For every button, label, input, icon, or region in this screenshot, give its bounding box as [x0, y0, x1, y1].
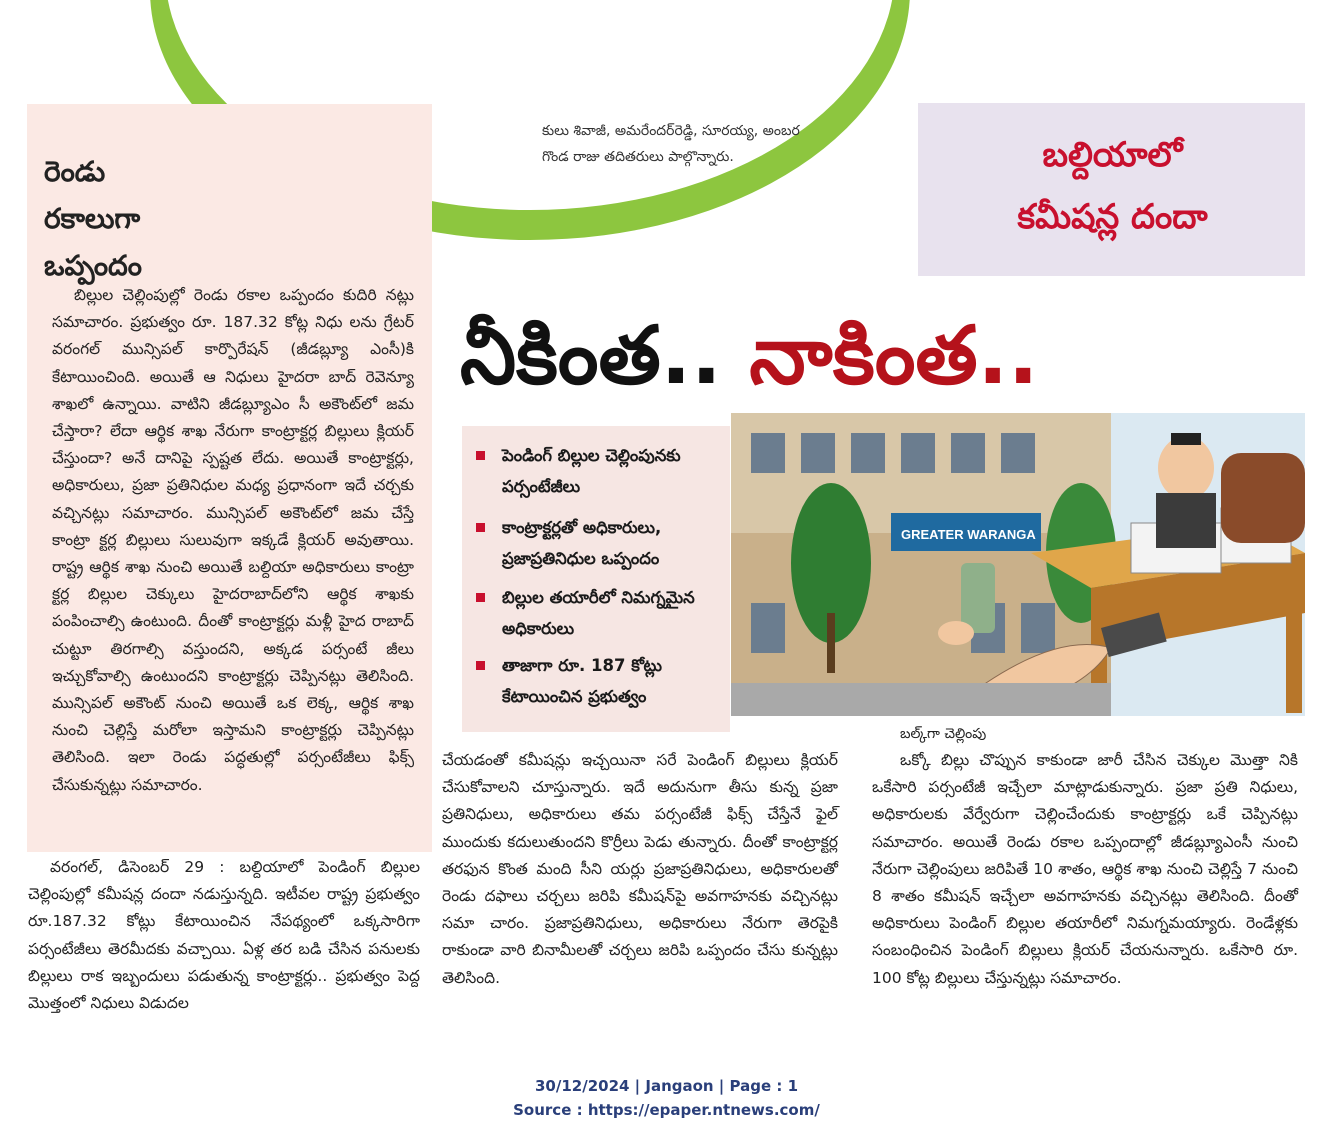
- office-cartoon-illustration: [731, 413, 1305, 716]
- bullet-square-icon: [476, 451, 485, 460]
- article-column-2: చేయడంతో కమీషన్లు ఇచ్చయినా సరే పెండింగ్ బిల్లులు క్లియర్ చేసుకోవాలని చూస్తున్నారు. ఇదే అదునుగా తీసు కున్న ప్రజా ప్రతినిధులు, అధికారులు తమ పర్సంటేజీ ఫిక్స్ చేస్తేనే ఫైల్ ముందుకు కదులుతుందని కొర్రీలు పెడు తున్నారు. దీంతో కాంట్రాక్టర్ల తరఫున కొంత మంది సీని యర్లు ప్రజాప్రతినిధులు, అధికారులతో రెండు దఫాలు చర్చలు జరిపి కమీషన్‌పై అవగాహనకు వచ్చినట్లు సమా చారం. ప్రజాప్రతినిధులు, అధికారులు నేరుగా తెరపైకి రాకుండా వారి బినామీలతో చర్చలు జరిపి ఒప్పందం చేసు కున్నట్లు తెలిసింది.: [442, 751, 838, 987]
- page-footer: [0, 1074, 1333, 1122]
- edition-date-line: 30/12/2024 | Jangaon | Page : 1: [534, 1077, 799, 1095]
- main-headline: [460, 300, 1320, 412]
- bullet-square-icon: [476, 661, 485, 670]
- side-story-heading: రెండు రకాలుగా ఒప్పందం: [44, 155, 143, 282]
- illustration-caption: బల్క్‌గా చెల్లింపు: [900, 726, 987, 742]
- corner-title: బల్దియాలో కమీషన్ల దందా: [1017, 135, 1208, 237]
- source-link[interactable]: Source : https://epaper.ntnews.com/: [513, 1101, 820, 1119]
- headline-part-2: నాకింత..: [749, 309, 1039, 402]
- side-story-body: బిల్లుల చెల్లింపుల్లో రెండు రకాల ఒప్పందం కుదిరి నట్లు సమాచారం. ప్రభుత్వం రూ. 187.32 కోట్ల నిధు లను గ్రేటర్ వరంగల్ మున్సిపల్ కార్పొరేషన్ (జీడబ్ల్యూ ఎంసీ)కి కేటాయించింది. అయితే ఆ నిధులు హైదరా బాద్ రెవెన్యూ శాఖలో ఉన్నాయి. వాటిని జీడబ్ల్యూఎం సీ అకౌంట్‌లో జమ చేస్తారా? లేదా ఆర్థిక శాఖ నేరుగా కాంట్రాక్టర్ల బిల్లులు క్లియర్ చేస్తుందా? అనే దానిపై స్పష్టత లేదు. అయితే కాంట్రాక్టర్లు, అధికారులు, ప్రజా ప్రతినిధుల మధ్య ప్రధానంగా ఇదే చర్చకు వచ్చినట్లు సమాచారం. మున్సిపల్ అకౌంట్‌లో జమ చేస్తే కాంట్రా క్టర్ల బిల్లులు సులువుగా ఇక్కడే క్లియర్ అవుతాయి. రాష్ట్ర ఆర్థిక శాఖ నుంచి అయితే బల్దియా అధికారులు కాంట్రా క్టర్ల బిల్లుల చెక్కులు హైదరాబాద్‌లోని ఆర్థిక శాఖకు పంపించాల్సి ఉంటుంది. దీంతో కాంట్రాక్టర్లు మళ్లీ హైద రాబాద్ చుట్టూ తిరగాల్సి వస్తుందని, అక్కడ పర్సంటే జీలు ఇచ్చుకోవాల్సి ఉంటుందని కాంట్రాక్టర్లు చెప్పినట్లు తెలిసింది. మున్సిపల్ అకౌంట్ నుంచి అయితే ఒక లెక్క, ఆర్థిక శాఖ నుంచి చెల్లిస్తే మరోలా ఇస్తామని కాంట్రాక్టర్లు చెప్పినట్లు తెలిసింది. ఇలా రెండు పద్ధతుల్లో పర్సంటేజీలు ఫిక్స్ చేసుకున్నట్లు సమాచారం.: [52, 286, 414, 794]
- highlights-box: పెండింగ్ బిల్లుల చెల్లింపునకు పర్సంటేజీలు కాంట్రాక్టర్లతో అధికారులు, ప్రజాప్రతినిధుల ఒప్పందం బిల్లుల తయారీలో నిమగ్నమైన అధికారులు తాజాగా రూ. 187 కోట్లు కేటాయించిన ప్రభుత్వం: [462, 426, 730, 732]
- headline-part-1: నీకింత..: [460, 309, 722, 402]
- building-sign-text: GREATER WARANGA: [901, 527, 1036, 542]
- bullet-square-icon: [476, 523, 485, 532]
- article-column-1: వరంగల్, డిసెంబర్ 29 : బల్దియాలో పెండింగ్ బిల్లుల చెల్లింపుల్లో కమీషన్ల దందా నడుస్తున్నది. ఇటీవల రాష్ట్ర ప్రభుత్వం రూ.187.32 కోట్లు కేటాయించిన నేపథ్యంలో ఒక్కసారిగా పర్సంటేజీలు తెరమీదకు వచ్చాయి. ఏళ్ల తర బడి చేసిన పనులకు బిల్లులు రాక ఇబ్బందులు పడుతున్న కాంట్రాక్టర్లు.. ప్రభుత్వం పెద్ద మొత్తంలో నిధులు విడుదల: [28, 858, 420, 1013]
- bullet-square-icon: [476, 593, 485, 602]
- article-column-3: ఒక్కో బిల్లు చొప్పున కాకుండా జారీ చేసిన చెక్కుల మొత్తా నికి ఒకేసారి పర్సంటేజీ ఇచ్చేలా మాట్లాడుకున్నారు. ప్రజా ప్రతి నిధులు, అధికారులకు వేర్వేరుగా చెల్లించేందుకు కాంట్రాక్టర్లు ఒకే చెప్పినట్లు సమాచారం. అయితే రెండు రకాల ఒప్పందాల్లో జీడబ్ల్యూఎంసీ నుంచి నేరుగా చెల్లింపులు జరిపితే 10 శాతం, ఆర్థిక శాఖ నుంచి చెల్లిస్తే 7 నుంచి 8 శాతం కమీషన్ ఇచ్చేలా అవగాహనకు వచ్చినట్లు తెలిసింది. దీంతో అధికారులు పెండింగ్ బిల్లుల తయారీలో నిమగ్నమయ్యారు. రెండేళ్లకు సంబంధించిన పెండింగ్ బిల్లులు క్లియర్ చేయనున్నారు. ఒకేసారి రూ. 100 కోట్ల బిల్లులు చేస్తున్నట్లు సమాచారం.: [872, 751, 1298, 987]
- article-illustration: [731, 413, 1305, 716]
- top-fragment-right: కులు శివాజీ, అమరేందర్‌రెడ్డి, సూరయ్య, అంబర గొండ రాజు తదితరులు పాల్గొన్నారు.: [542, 123, 800, 165]
